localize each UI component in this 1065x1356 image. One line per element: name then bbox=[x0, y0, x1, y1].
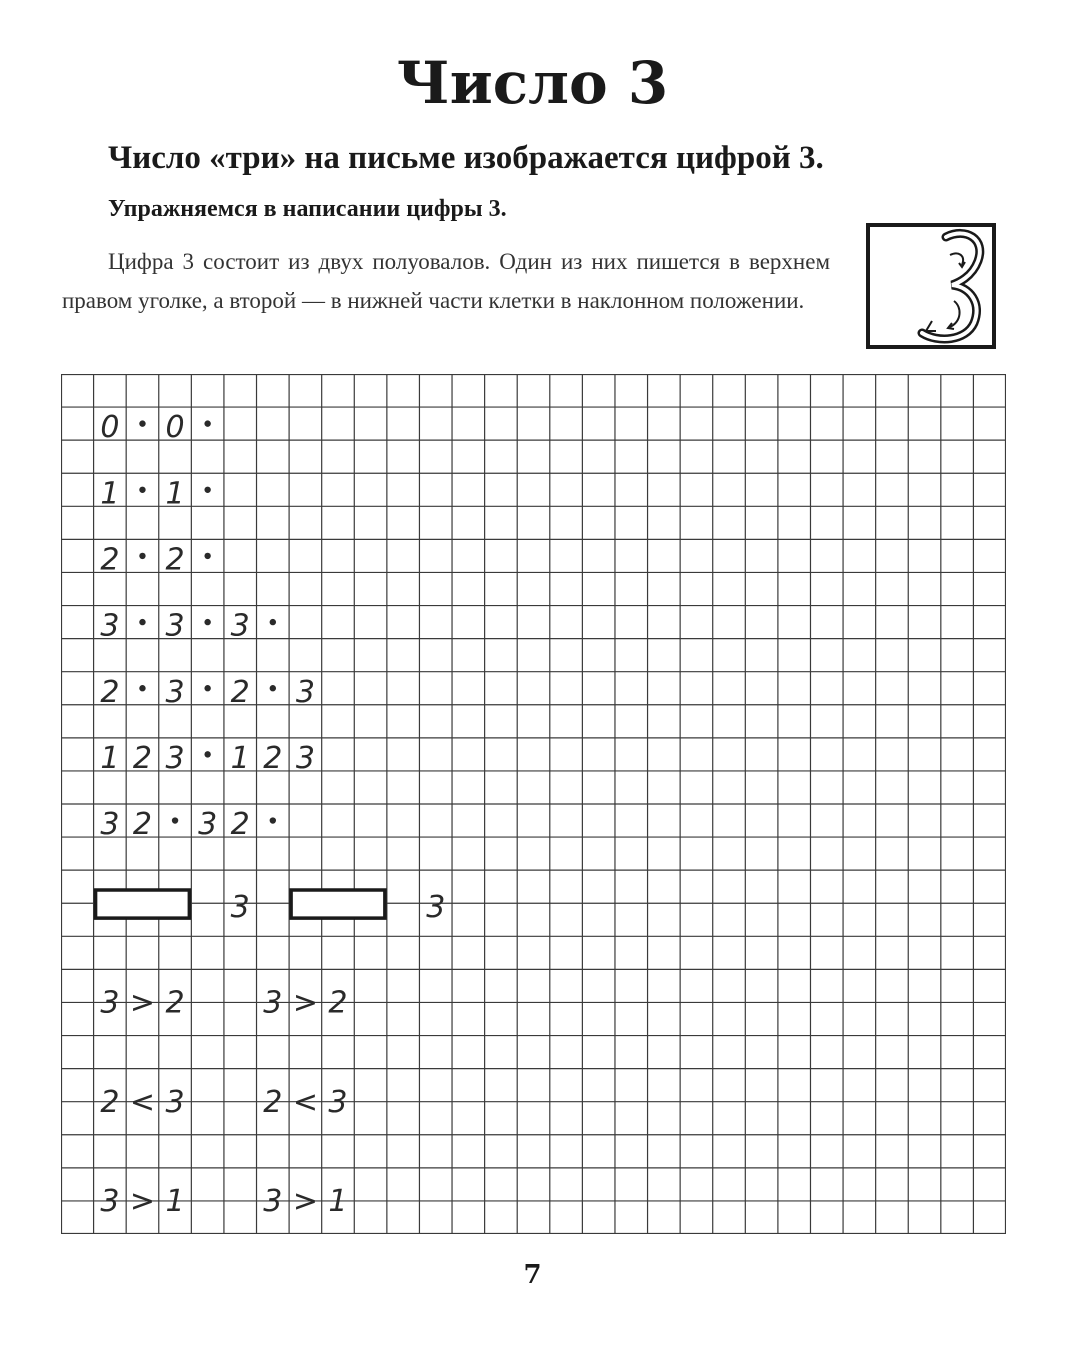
row-123-123-glyph: 2 bbox=[132, 740, 153, 776]
comparison-0-glyph: 2 bbox=[328, 985, 348, 1021]
row-2-3-2-3-glyph: 2 bbox=[230, 674, 250, 710]
row-threes-glyph: 3 bbox=[100, 608, 120, 644]
row-2-3-2-3-dot bbox=[270, 685, 276, 691]
row-32-32-dot bbox=[172, 817, 178, 823]
row-ones-glyph: 1 bbox=[100, 476, 120, 512]
comparison-0-glyph: 3 bbox=[263, 985, 283, 1021]
row-zeros-dot bbox=[139, 420, 145, 426]
page-number: 7 bbox=[523, 1260, 542, 1290]
row-ones-glyph: 1 bbox=[165, 476, 185, 512]
row-123-123-glyph: 3 bbox=[165, 740, 185, 776]
comparison-2-glyph: 3 bbox=[100, 1184, 120, 1220]
comparison-1-glyph: 3 bbox=[165, 1084, 185, 1120]
row-zeros-dot bbox=[204, 420, 210, 426]
row-2-3-2-3-glyph: 3 bbox=[165, 674, 185, 710]
comparison-2-glyph: > bbox=[292, 1184, 318, 1220]
comparison-1-glyph: < bbox=[292, 1084, 318, 1120]
row-123-123-glyph: 1 bbox=[230, 740, 250, 776]
digit-description: Цифра 3 состоит из двух полуовалов. Один из них пишется в верхнем правом уголке, а второй — в нижней части клетки в наклонном положении. bbox=[62, 249, 830, 313]
row-twos-glyph: 2 bbox=[100, 542, 120, 578]
comparison-2-glyph: 3 bbox=[263, 1184, 283, 1220]
digit-3-stroke-direction-arrows-icon bbox=[866, 223, 996, 349]
row-threes-dot bbox=[139, 619, 145, 625]
exercise-grid bbox=[61, 374, 1006, 1234]
comparison-1-glyph: 2 bbox=[263, 1084, 283, 1120]
row-twos-dot bbox=[204, 553, 210, 559]
row-zeros-glyph: 0 bbox=[165, 410, 185, 446]
page-title: Число 3 bbox=[396, 49, 669, 117]
row-ones-dot bbox=[139, 487, 145, 493]
row-twos-dot bbox=[139, 553, 145, 559]
row-123-123-glyph: 3 bbox=[295, 740, 315, 776]
answer-box[interactable] bbox=[291, 890, 385, 918]
row-123-123-glyph: 1 bbox=[100, 740, 120, 776]
row-123-123-glyph: 2 bbox=[263, 740, 283, 776]
row-ones-dot bbox=[204, 487, 210, 493]
row-zeros-glyph: 0 bbox=[100, 410, 120, 446]
comparison-2-glyph: 1 bbox=[328, 1184, 348, 1220]
row-twos-glyph: 2 bbox=[165, 542, 185, 578]
row-2-3-2-3-glyph: 3 bbox=[295, 674, 315, 710]
row-32-32-glyph: 3 bbox=[198, 807, 218, 843]
comparison-2-glyph: > bbox=[129, 1184, 156, 1220]
comparison-1-glyph: 2 bbox=[100, 1084, 120, 1120]
comparison-0-glyph: > bbox=[292, 985, 318, 1021]
boxes-row-glyph: 3 bbox=[230, 889, 250, 925]
grid-content bbox=[96, 410, 446, 1219]
comparison-1-glyph: < bbox=[129, 1084, 156, 1120]
row-threes-glyph: 3 bbox=[165, 608, 185, 644]
grid-lines bbox=[61, 374, 1006, 1234]
row-32-32-glyph: 2 bbox=[132, 807, 153, 843]
row-2-3-2-3-glyph: 2 bbox=[100, 674, 120, 710]
comparison-2-glyph: 1 bbox=[165, 1184, 185, 1220]
digit-sample-box bbox=[866, 223, 996, 349]
grid-canvas bbox=[61, 374, 1006, 1234]
row-32-32-dot bbox=[270, 817, 276, 823]
row-32-32-glyph: 3 bbox=[100, 807, 120, 843]
comparison-0-glyph: 3 bbox=[100, 985, 120, 1021]
row-32-32-glyph: 2 bbox=[230, 807, 250, 843]
row-123-123-dot bbox=[204, 751, 210, 757]
comparison-0-glyph: > bbox=[129, 985, 156, 1021]
row-threes-dot bbox=[204, 619, 210, 625]
row-2-3-2-3-dot bbox=[139, 685, 145, 691]
row-threes-glyph: 3 bbox=[230, 608, 250, 644]
exercise-instruction: Упражняемся в написании цифры 3. bbox=[108, 196, 507, 222]
answer-box[interactable] bbox=[96, 890, 190, 918]
comparison-0-glyph: 2 bbox=[165, 985, 185, 1021]
page-subtitle: Число «три» на письме изображается цифрой 3. bbox=[108, 140, 824, 176]
row-threes-dot bbox=[270, 619, 276, 625]
row-2-3-2-3-dot bbox=[204, 685, 210, 691]
boxes-row-glyph: 3 bbox=[426, 889, 446, 925]
comparison-1-glyph: 3 bbox=[328, 1084, 348, 1120]
